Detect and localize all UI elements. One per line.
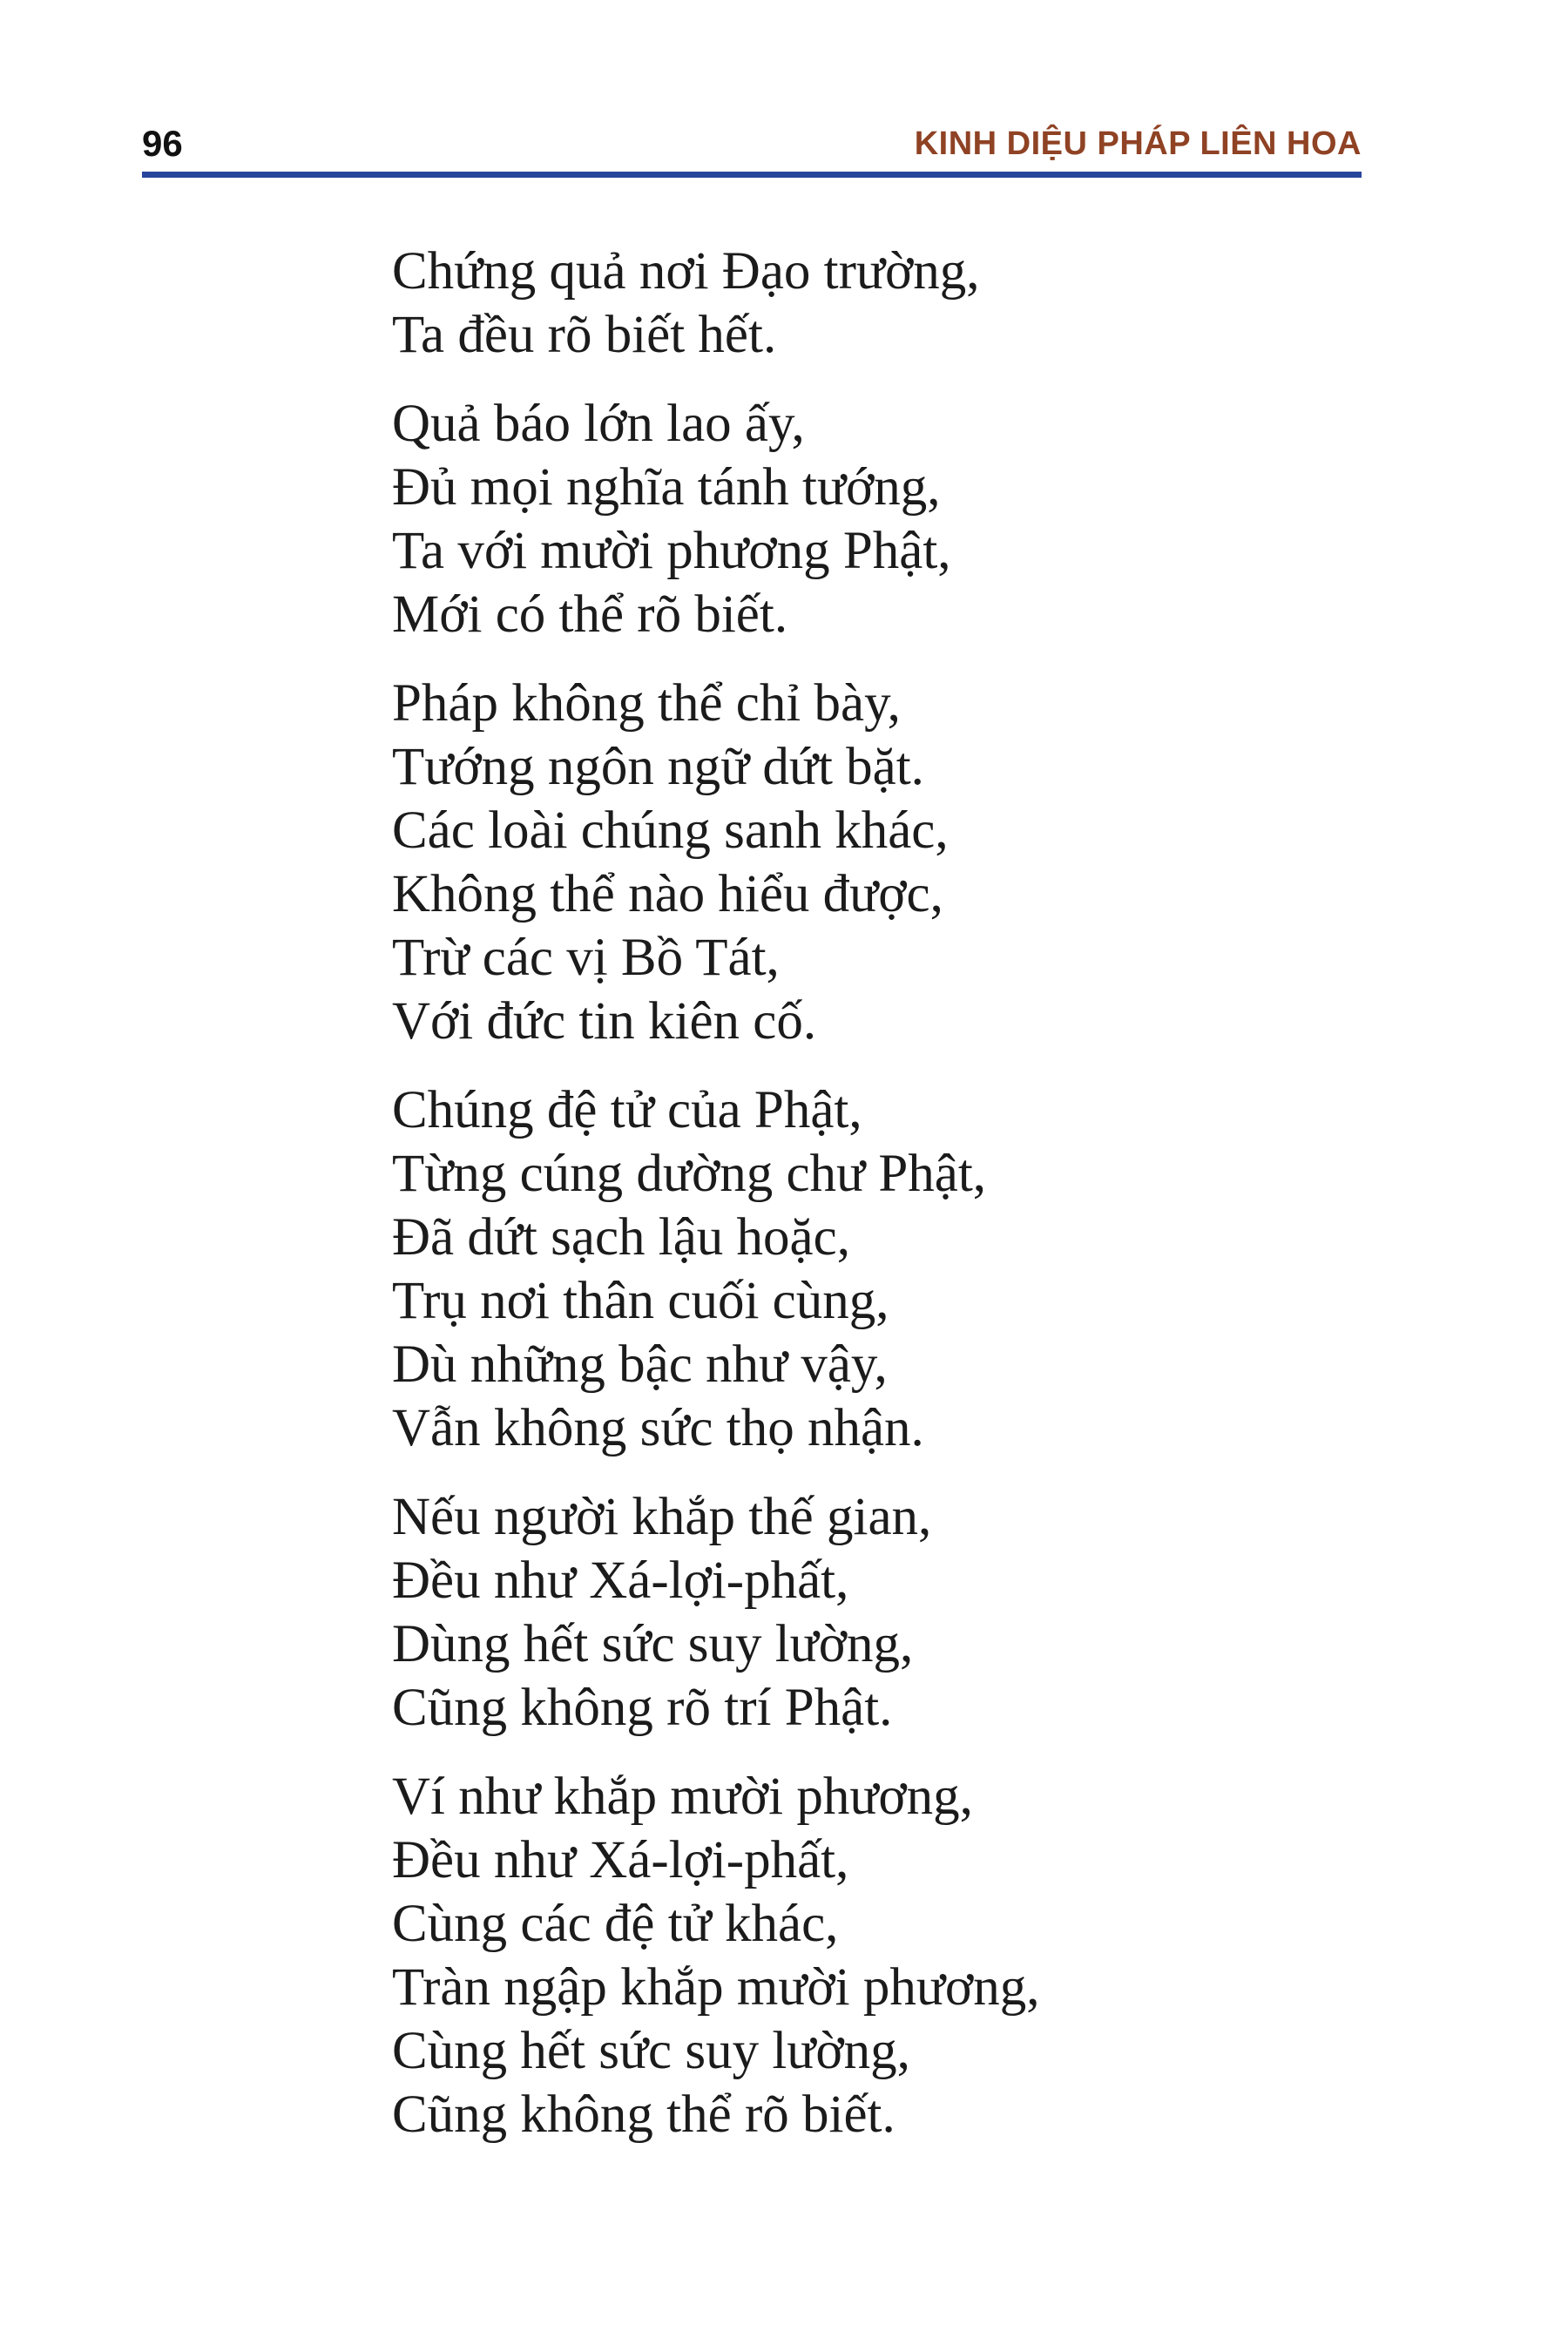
stanza [392,1765,1039,2146]
poem-line: Trụ nơi thân cuối cùng, [392,1272,889,1330]
poem-line: Cùng hết sức suy lường, [392,2022,910,2080]
poem-line: Cũng không thể rõ biết. [392,2085,896,2144]
poem-line: Pháp không thể chỉ bày, [392,674,901,733]
poem-line: Từng cúng dường chư Phật, [392,1145,987,1203]
poem-line: Cũng không rõ trí Phật. [392,1679,893,1737]
running-header-title: KINH DIỆU PHÁP LIÊN HOA [914,125,1362,162]
poem-line: Dù những bậc như vậy, [392,1335,888,1394]
poem-line: Quả báo lớn lao ấy, [392,395,805,453]
stanza [392,240,1039,367]
stanza [392,1485,1039,1740]
poem-line: Nếu người khắp thế gian, [392,1488,932,1546]
poem-line: Với đức tin kiên cố. [392,992,817,1051]
stanza [392,672,1039,1053]
poem-line: Chứng quả nơi Đạo trường, [392,242,980,301]
poem-line: Đều như Xá-lợi-phất, [392,1831,849,1889]
stanza [392,1078,1039,1460]
poem-line: Đủ mọi nghĩa tánh tướng, [392,458,941,517]
page-number: 96 [142,123,183,164]
poem-line: Ta đều rõ biết hết. [392,306,777,364]
poem-line: Không thể nào hiểu được, [392,865,943,923]
stanza [392,392,1039,646]
poem-line: Trừ các vị Bồ Tát, [392,929,780,987]
poem-line: Đã dứt sạch lậu hoặc, [392,1208,850,1267]
header-rule [142,172,1362,178]
poem-line: Cùng các đệ tử khác, [392,1895,839,1953]
poem-line: Đều như Xá-lợi-phất, [392,1551,849,1610]
poem-line: Dùng hết sức suy lường, [392,1615,914,1673]
poem-line: Các loài chúng sanh khác, [392,801,949,860]
poem-line: Tướng ngôn ngữ dứt bặt. [392,738,924,796]
poem [392,240,1039,2146]
poem-line: Ta với mười phương Phật, [392,522,951,580]
poem-line: Vẫn không sức thọ nhận. [392,1399,924,1457]
poem-line: Chúng đệ tử của Phật, [392,1081,862,1139]
poem-line: Ví như khắp mười phương, [392,1767,973,1826]
poem-line: Tràn ngập khắp mười phương, [392,1958,1040,2017]
poem-line: Mới có thể rõ biết. [392,585,788,644]
